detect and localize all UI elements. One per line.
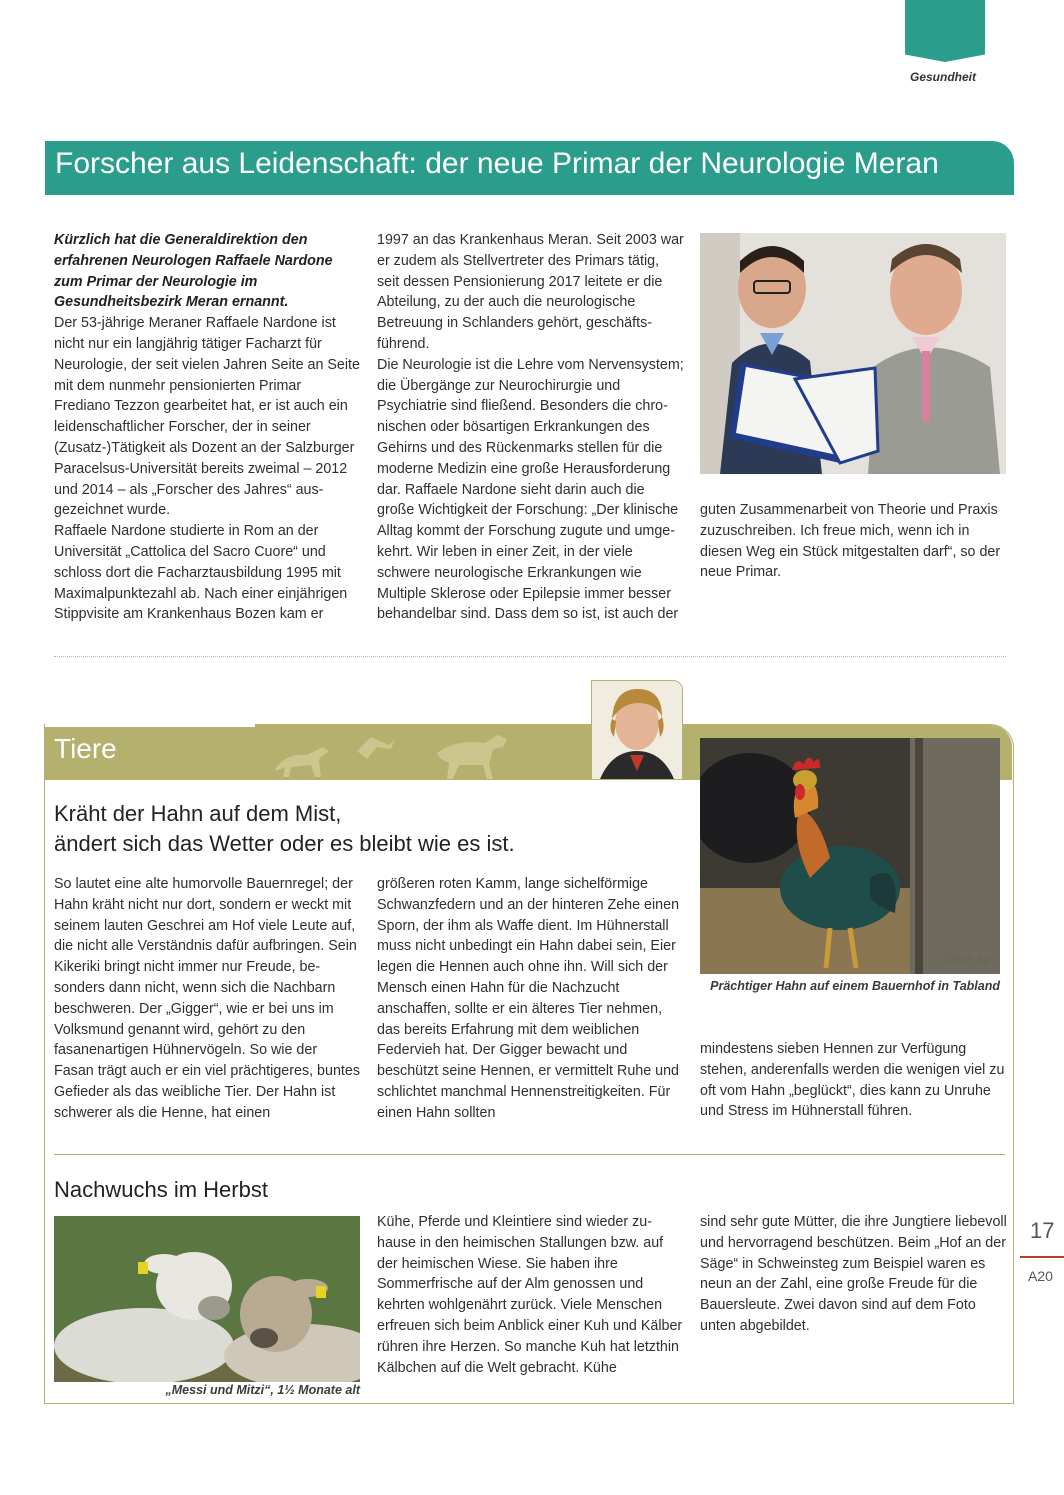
tiere-section-title: Tiere [54, 733, 117, 764]
nachwuchs-column-2 [377, 1212, 684, 1378]
calves-illustration [54, 1216, 360, 1382]
doctors-illustration [700, 233, 1006, 474]
section-label: Gesundheit [909, 70, 976, 84]
page-code: A20 [1028, 1268, 1053, 1284]
tiere-paragraph: größeren roten Kamm, lange sichelförmige Schwanzfedern und an der hinteren Zehe einen Sporn, der ihm als Waffe dient. Im Hühnerstall muss nicht unbedingt ein Hahn dabei sein, Eier legen die Hennen auch ohne ihn. Will sich der Mensch einen Hahn für die Nachzucht anschaffen, sollte er ein älteres Tier nehmen, das bereits Erfahrung mit dem weiblichen Federvieh hat. Der Gigger bewacht und beschützt seine Hennen, er vermittelt Ruhe und schlichtet manchmal Hennenstreitigkeiten. Für einen Hahn sollten [377, 876, 680, 1121]
article1-paragraph: Die Neurologie ist die Lehre vom Nervensystem; die Übergänge zur Neurochirurgie und Psychiatrie sind fließend. Besonders die chronischen oder bösartigen Erkrankungen des Gehirns und des Rückenmarks stellen für die moderne Medizin eine große Herausforderung dar. Raffaele Nardone sieht darin auch die große Wichtigkeit der Forschung: „Der klinische Alltag kommt der Forschung zugute und umgekehrt. Wir leben in einer Zeit, in der viele schwere neurologische Erkrankungen wie Multiple Sklerose oder Epilepsie immer besser behandelbar sind. Dass dem so ist, ist auch der [377, 356, 684, 623]
article1-paragraph: Der 53-jährige Meraner Raffaele Nardone ist nicht nur ein langjährig tätiger Facharzt für Neurologie, der seit vielen Jahren Seite an Seite mit dem nunmehr pensionierten Primar Frediano Tezzon gearbeitet hat, er ist auch ein leidenschaftlicher Forscher, der in seiner (Zusatz-)Tätigkeit als Dozent an der Salzburger Paracelsus-Universität bereits zweimal – 2012 und 2014 – als „Forscher des Jahres“ ausgezeichnet wurde. [54, 315, 360, 519]
article1-paragraph: guten Zusammenarbeit von Theorie und Praxis zuzuschreiben. Ich freue mich, wenn ich in diesen Weg ein Stück mitgestalten darf“, so der neue Primar. [700, 502, 1001, 581]
photo-calves [54, 1216, 360, 1382]
article1-paragraph: 1997 an das Krankenhaus Meran. Seit 2003 war er zudem als Stellvertreter des Primars tätig, seit dessen Pensionierung 2017 leitete er die Abteilung, zu der auch die neurologische Betreuung in Schlanders gehört, geschäftsführend. [377, 232, 684, 352]
tiere-column-2 [377, 874, 684, 1124]
author-portrait-image [592, 681, 682, 779]
photo-credit: fotos sp [944, 951, 991, 965]
author-portrait [591, 680, 683, 780]
section-divider [54, 656, 1006, 657]
tiere-headline-line-2: ändert sich das Wetter oder es bleibt wie es ist. [54, 831, 515, 856]
tiere-column-3 [700, 1039, 1010, 1122]
tiere-paragraph: So lautet eine alte humorvolle Bauernregel; der Hahn kräht nicht nur dort, sondern er weckt mit seinem lauten Geschrei am Hof viele Leute auf, die nicht alle Verständnis dafür aufbringen. Sein Kikeriki bringt nicht immer nur Freude, besonders dann nicht, wenn sich die Nachbarn beschweren. Der „Gigger“, wie er bei uns im Volksmund genannt wird, gehört zu den fasanenartigen Hühnervögeln. So wie der Fasan trägt auch er ein viel prächtigeres, buntes Gefieder als das weibliche Tier. Der Hahn ist schwerer als die Henne, hat einen [54, 876, 360, 1121]
nachwuchs-headline: Nachwuchs im Herbst [54, 1177, 268, 1202]
article-title: Forscher aus Leidenschaft: der neue Primar der Neurologie Meran [55, 147, 939, 180]
tiere-headline-line-1: Kräht der Hahn auf dem Mist, [54, 801, 342, 826]
page-number: 17 [1030, 1218, 1055, 1243]
page-number-rule [1020, 1256, 1064, 1258]
rooster-illustration [700, 738, 1000, 974]
article1-column-2 [377, 230, 684, 625]
tiere-inner-divider [54, 1154, 1005, 1155]
article1-column-1 [54, 230, 360, 625]
tiere-bar-notch [45, 723, 255, 727]
article1-lead: Kürzlich hat die Generaldirektion den erfahrenen Neurologen Raffaele Nardone zum Primar der Neurologie im Gesundheitsbezirk Meran ernannt. [54, 232, 333, 311]
nachwuchs-paragraph: sind sehr gute Mütter, die ihre Jungtiere liebevoll und hervorragend beschützen. Beim „Hof an der Säge“ in Schweinsteg zum Beispiel waren es neun an der Zahl, eine große Freude für die Bauersleute. Zwei davon sind auf dem Foto unten abgebildet. [700, 1214, 1007, 1334]
nachwuchs-column-3 [700, 1212, 1010, 1337]
article1-paragraph: Raffaele Nardone studierte in Rom an der Universität „Cattolica del Sacro Cuore“ und schloss dort die Facharztausbildung 1995 mit Maximalpunktezahl ab. Nach einer einjährigen Stippvisite am Krankenhaus Bozen kam er [54, 523, 348, 623]
article1-column-3 [700, 500, 1010, 583]
tiere-column-1 [54, 874, 360, 1124]
section-tab [905, 0, 985, 62]
photo-rooster [700, 738, 1000, 974]
calves-photo-caption: „Messi und Mitzi“, 1½ Monate alt [165, 1383, 360, 1397]
tiere-headline [54, 799, 674, 859]
tiere-paragraph: mindestens sieben Hennen zur Verfügung stehen, anderenfalls werden die wenigen viel zu oft vom Hahn „beglückt“, dies kann zu Unruhe und Stress im Hühnerstall führen. [700, 1041, 1005, 1120]
rooster-photo-caption: Prächtiger Hahn auf einem Bauernhof in Tabland [710, 979, 1000, 993]
photo-doctors-certificate [700, 233, 1006, 474]
nachwuchs-paragraph: Kühe, Pferde und Kleintiere sind wieder zuhause in den heimischen Stallungen bzw. auf der heimischen Wiese. Sie haben ihre Sommerfrische auf der Alm genossen und kehrten wohlgenährt zurück. Viele Menschen erfreuen sich beim Anblick einer Kuh und Kälber rühren ihre Herzen. So manche Kuh hat letzthin Kälbchen auf die Welt gebracht. Kühe [377, 1214, 683, 1376]
